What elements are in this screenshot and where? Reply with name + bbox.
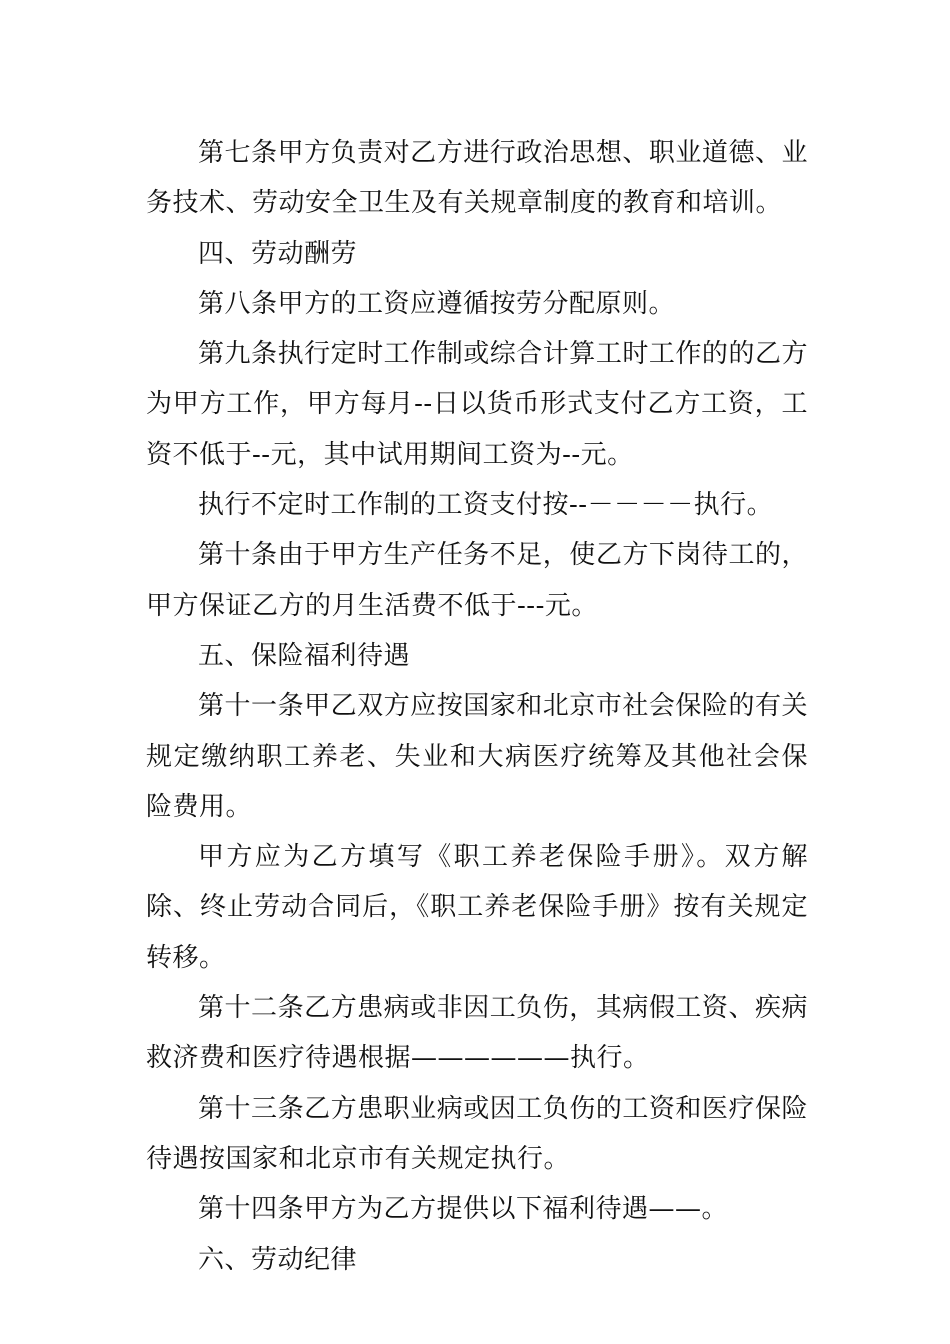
article-8-paragraph: 第八条甲方的工资应遵循按劳分配原则。 — [198, 288, 676, 319]
article-11-paragraph: 第十一条甲乙双方应按国家和北京市社会保险的有关规定缴纳职工养老、失业和大病医疗统筹及其他社会保险费用。 — [146, 691, 808, 822]
document-body — [146, 128, 808, 1285]
pension-handbook-paragraph: 甲方应为乙方填写《职工养老保险手册》。双方解除、终止劳动合同后，《职工养老保险手册》按有关规定转移。 — [146, 842, 808, 973]
section-5-heading: 五、保险福利待遇 — [198, 640, 411, 671]
article-13-paragraph: 第十三条乙方患职业病或因工负伤的工资和医疗保险待遇按国家和北京市有关规定执行。 — [146, 1093, 808, 1174]
non-fixed-hours-paragraph: 执行不定时工作制的工资支付按--－－－－执行。 — [198, 490, 774, 521]
article-14-paragraph: 第十四条甲方为乙方提供以下福利待遇——。 — [198, 1194, 729, 1225]
article-12-paragraph: 第十二条乙方患病或非因工负伤，其病假工资、疾病救济费和医疗待遇根据——————执行。 — [146, 993, 808, 1074]
article-10-paragraph: 第十条由于甲方生产任务不足，使乙方下岗待工的，甲方保证乙方的月生活费不低于---元。 — [146, 540, 808, 621]
section-6-heading: 六、劳动纪律 — [198, 1244, 358, 1275]
section-4-heading: 四、劳动酬劳 — [198, 238, 358, 269]
article-9-paragraph: 第九条执行定时工作制或综合计算工时工作的的乙方为甲方工作，甲方每月--日以货币形式支付乙方工资，工资不低于--元，其中试用期间工资为--元。 — [146, 339, 808, 470]
article-7-paragraph: 第七条甲方负责对乙方进行政治思想、职业道德、业务技术、劳动安全卫生及有关规章制度的教育和培训。 — [146, 138, 808, 219]
